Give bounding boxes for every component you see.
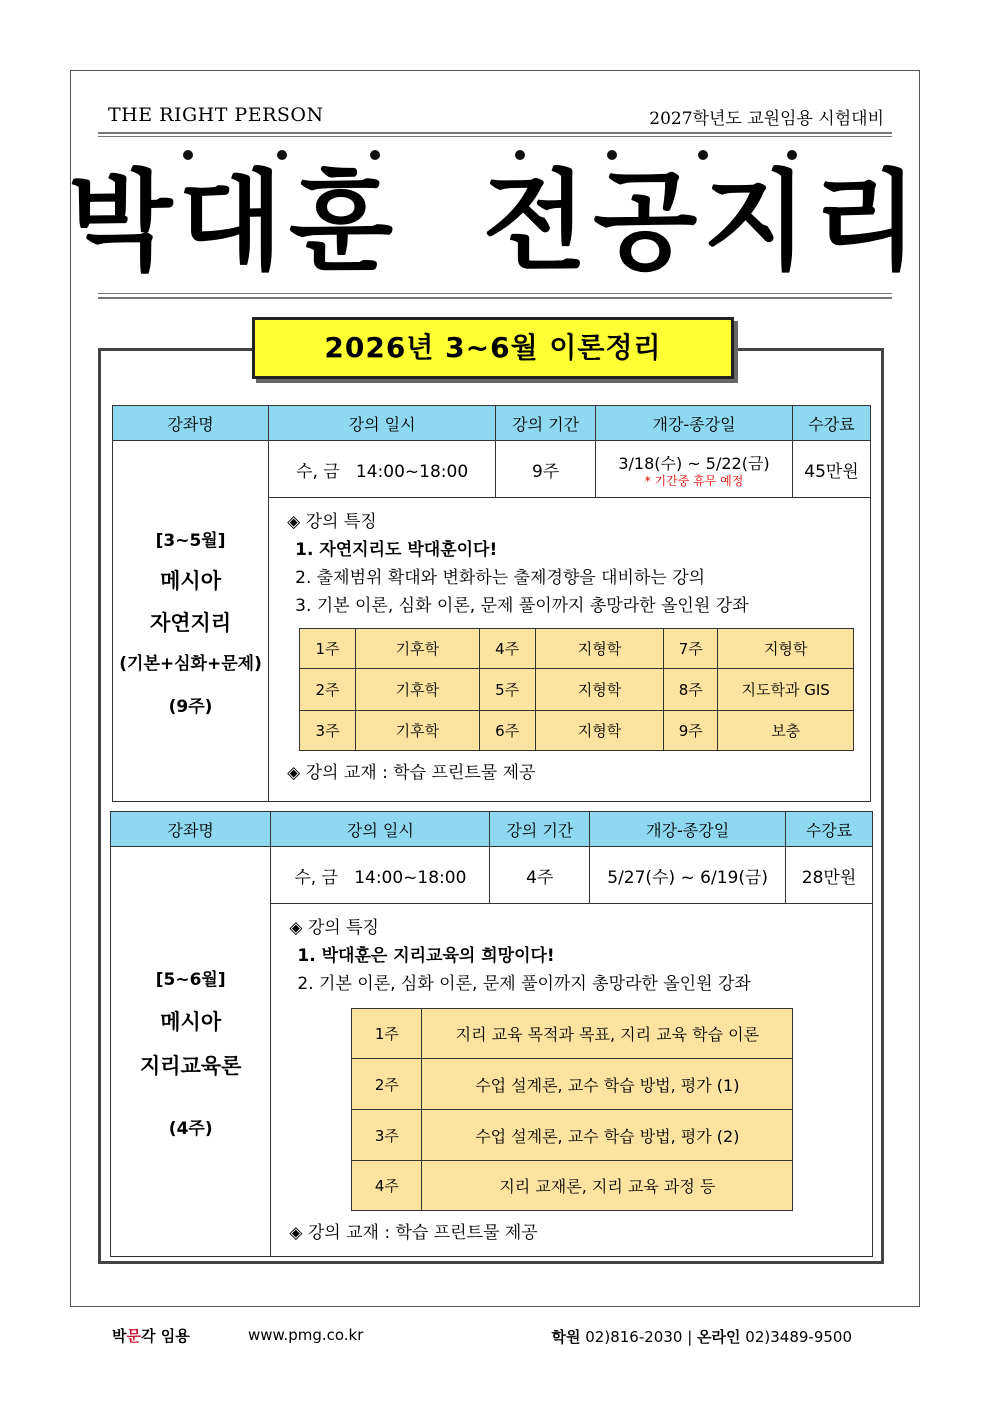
course1-duration: 9주	[496, 441, 596, 498]
grid-week: 3주	[300, 711, 356, 751]
course2-schedule: 수, 금 14:00~18:00	[271, 847, 490, 904]
grid-week: 2주	[300, 669, 356, 711]
online-label: 온라인	[697, 1328, 741, 1346]
header-fee: 수강료	[792, 406, 870, 441]
logo-part: 임용	[155, 1327, 190, 1345]
grid-week: 4주	[479, 629, 535, 669]
academy-label: 학원	[551, 1328, 581, 1346]
course1-info-row	[113, 441, 871, 498]
header-schedule: 강의 일시	[271, 812, 490, 847]
header-course-name: 강좌명	[113, 406, 269, 441]
list-row	[352, 1059, 793, 1110]
course2-table	[110, 811, 873, 1257]
course1-type: (기본+심화+문제)	[119, 653, 262, 674]
website-link[interactable]: www.pmg.co.kr	[248, 1326, 364, 1344]
list-week: 3주	[352, 1110, 422, 1161]
header-course-name: 강좌명	[111, 812, 271, 847]
term-banner: 2026년 3~6월 이론정리	[252, 317, 734, 379]
list-row	[352, 1161, 793, 1211]
list-topic: 수업 설계론, 교수 학습 방법, 평가 (2)	[422, 1110, 793, 1161]
course2-info-row	[111, 847, 873, 904]
academy-phone: 02)816-2030	[585, 1328, 683, 1346]
course1-feature-3: 3. 기본 이론, 심화 이론, 문제 풀이까지 총망라한 올인원 강좌	[295, 596, 749, 616]
header-rule	[98, 132, 892, 134]
course1-detail-cell	[269, 498, 871, 802]
grid-week: 7주	[664, 629, 718, 669]
course1-fee: 45만원	[792, 441, 870, 498]
header-rule	[98, 136, 892, 137]
course1-dates-cell	[596, 441, 793, 498]
course1-header-row	[113, 406, 871, 441]
course2-dates: 5/27(수) ~ 6/19(금)	[590, 847, 786, 904]
course1-weekly-grid	[299, 628, 854, 751]
course1-table	[112, 405, 871, 802]
grid-week: 6주	[479, 711, 535, 751]
grid-row	[300, 669, 854, 711]
course2-header-row	[111, 812, 873, 847]
course2-detail-cell	[271, 904, 873, 1257]
header-dates: 개강-종강일	[590, 812, 786, 847]
grid-topic: 지도학과 GIS	[718, 669, 854, 711]
list-week: 4주	[352, 1161, 422, 1211]
header-schedule: 강의 일시	[269, 406, 496, 441]
grid-topic: 보충	[718, 711, 854, 751]
course2-name-line2: 지리교육론	[139, 1053, 242, 1078]
course2-period: [5~6월]	[155, 969, 226, 990]
course1-feature-heading: ◈ 강의 특징	[287, 512, 377, 532]
course2-feature-2: 2. 기본 이론, 심화 이론, 문제 풀이까지 총망라한 올인원 강좌	[297, 974, 751, 994]
course2-title-cell	[111, 847, 271, 1257]
course1-name-line2: 자연지리	[149, 610, 232, 635]
course2-feature-heading: ◈ 강의 특징	[289, 918, 379, 938]
list-topic: 수업 설계론, 교수 학습 방법, 평가 (1)	[422, 1059, 793, 1110]
contact-separator: |	[687, 1328, 693, 1346]
course1-weeks: (9주)	[168, 696, 213, 717]
grid-topic: 기후학	[356, 711, 480, 751]
title-rule	[98, 297, 892, 299]
list-topic: 지리 교육 목적과 목표, 지리 교육 학습 이론	[422, 1009, 793, 1059]
grid-week: 1주	[300, 629, 356, 669]
course2-fee: 28만원	[786, 847, 873, 904]
contact-info	[551, 1326, 852, 1347]
course1-feature-2: 2. 출제범위 확대와 변화하는 출제경향을 대비하는 강의	[295, 568, 706, 588]
header-duration: 강의 기간	[496, 406, 596, 441]
logo-part: 박	[112, 1327, 127, 1345]
course1-feature-1: 1. 자연지리도 박대훈이다!	[295, 540, 498, 560]
course2-weekly-list	[351, 1008, 793, 1211]
grid-topic: 기후학	[356, 629, 480, 669]
grid-row	[300, 629, 854, 669]
course1-dates-note: * 기간중 휴무 예정	[644, 473, 744, 488]
list-topic: 지리 교재론, 지리 교육 과정 등	[422, 1161, 793, 1211]
title-rule	[98, 293, 892, 294]
course1-period: [3~5월]	[155, 530, 226, 551]
course2-weeks: (4주)	[168, 1118, 213, 1139]
publisher-logo	[112, 1325, 190, 1346]
course2-material: ◈ 강의 교재 : 학습 프린트물 제공	[289, 1223, 538, 1243]
list-row	[352, 1009, 793, 1059]
course2-feature-1: 1. 박대훈은 지리교육의 희망이다!	[297, 946, 555, 966]
course1-schedule: 수, 금 14:00~18:00	[269, 441, 496, 498]
header-left-text: THE RIGHT PERSON	[108, 104, 324, 126]
list-week: 2주	[352, 1059, 422, 1110]
list-week: 1주	[352, 1009, 422, 1059]
grid-topic: 지형학	[718, 629, 854, 669]
grid-topic: 기후학	[356, 669, 480, 711]
header-fee: 수강료	[786, 812, 873, 847]
grid-week: 5주	[479, 669, 535, 711]
list-row	[352, 1110, 793, 1161]
course1-dates: 3/18(수) ~ 5/22(금)	[618, 453, 770, 473]
header-right-text: 2027학년도 교원임용 시험대비	[649, 109, 884, 129]
header-dates: 개강-종강일	[596, 406, 793, 441]
grid-topic: 지형학	[535, 711, 664, 751]
logo-part: 문	[126, 1327, 141, 1345]
logo-part: 각	[141, 1327, 156, 1345]
grid-topic: 지형학	[535, 629, 664, 669]
online-phone: 02)3489-9500	[745, 1328, 852, 1346]
grid-week: 8주	[664, 669, 718, 711]
header-duration: 강의 기간	[490, 812, 590, 847]
grid-topic: 지형학	[535, 669, 664, 711]
course1-material: ◈ 강의 교재 : 학습 프린트물 제공	[287, 763, 536, 783]
course2-duration: 4주	[490, 847, 590, 904]
main-title: 박대훈 전공지리	[68, 160, 924, 285]
grid-week: 9주	[664, 711, 718, 751]
course1-title-cell	[113, 441, 269, 802]
course1-name-line1: 메시아	[160, 568, 221, 593]
course2-name-line1: 메시아	[160, 1009, 222, 1034]
grid-row	[300, 711, 854, 751]
